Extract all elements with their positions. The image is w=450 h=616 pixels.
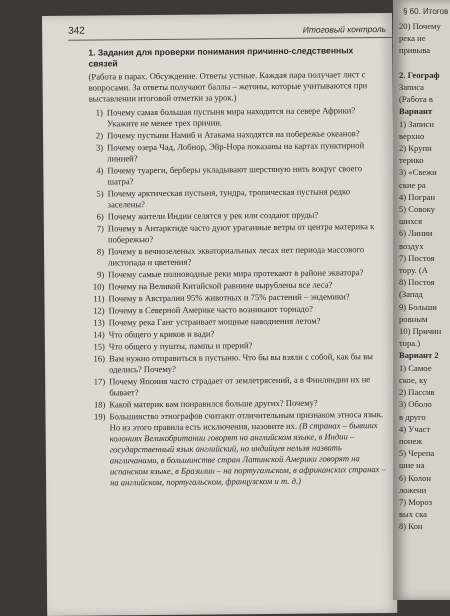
right-page-line: тора.) xyxy=(399,338,421,349)
right-page-line: (Работа в xyxy=(399,94,433,105)
question-item xyxy=(77,163,385,188)
right-page-line: 2) Крупн xyxy=(399,143,432,154)
right-page-line xyxy=(399,57,450,69)
question-text: Почему арктическая пустыня, тундра, тропическая пустыня редко заселены? xyxy=(107,186,351,210)
question-list xyxy=(77,105,388,489)
right-page-line: шие на xyxy=(399,460,425,471)
question-number: 5) xyxy=(96,188,104,199)
right-page-line: ложени xyxy=(399,484,427,495)
question-text: Что общего у криков и вади? xyxy=(108,328,215,340)
page-number: 342 xyxy=(68,25,85,37)
question-item xyxy=(78,186,386,211)
right-page-line: 3) «Свежи xyxy=(399,167,437,178)
question-number: 6) xyxy=(96,211,104,222)
right-page-line: тору. (А xyxy=(399,265,428,276)
question-item xyxy=(77,105,385,130)
right-page-line: ские ра xyxy=(399,179,426,190)
question-number: 10) xyxy=(92,281,105,292)
question-answer-note: (В странах – бывших колониях Великобритании говорят на английском языке, в Индии – государственный язык английский, но индийцев нельзя назвать англичанами, в большинстве стран Латинской Америки говорят на испанском языке, в Бразилии – на португальском, в африканских странах – на английском, португальском, французском и т. д.) xyxy=(109,420,386,488)
question-item xyxy=(79,351,387,376)
question-text: Почему самые полноводные реки мира протекают в районе экватора? xyxy=(108,267,364,280)
right-page-line: 10) Причин xyxy=(399,326,442,337)
right-page-line: река не xyxy=(399,33,426,44)
right-page-line: 2. Географ xyxy=(399,69,440,80)
right-page-line: 3) Оболо xyxy=(399,399,432,410)
question-text: Почему в Австралии 95% животных и 75% растений – эндемики? xyxy=(108,291,350,304)
right-page-line: привыва xyxy=(399,45,431,56)
question-number: 14) xyxy=(93,329,105,340)
question-text: Почему в Антарктиде часто дуют ураганные ветры от центра материка к побережью? xyxy=(107,221,375,245)
question-item xyxy=(78,221,386,246)
question-text: Почему туареги, берберы укладывают шерстяную нить вокруг своего шатра? xyxy=(107,163,363,187)
question-text: Почему самая большая пустыня мира находится на севере Африки? Укажите не менее трех причин. xyxy=(106,105,356,129)
question-item xyxy=(77,140,385,165)
right-page-line: (Запад xyxy=(399,289,423,300)
right-page-line: Записа xyxy=(399,82,424,93)
question-text: Почему на Великой Китайской равнине вырублены все леса? xyxy=(108,279,333,292)
question-number: 1) xyxy=(95,107,103,118)
right-page-line: 6) Колон xyxy=(399,472,431,483)
question-number: 15) xyxy=(93,341,105,352)
question-text: Почему Япония часто страдает от землетрясений, а в Финляндии их не бывает? xyxy=(109,374,371,398)
question-text: Почему жители Индии селятся у рек или создают пруды? xyxy=(107,209,319,222)
question-number: 8) xyxy=(96,246,105,257)
right-page-line: 4) Участ xyxy=(399,423,431,434)
right-page-line: 5) Совоку xyxy=(399,204,435,215)
question-number: 16) xyxy=(93,353,106,364)
right-page-line: понеж xyxy=(399,435,423,446)
right-page-line: 7) Мороз xyxy=(399,496,433,507)
question-number: 17) xyxy=(93,376,106,387)
running-head: Итоговый контроль xyxy=(302,23,387,35)
right-page-line: 5) Черепа xyxy=(399,448,435,459)
right-page-line: вых ска xyxy=(399,509,427,520)
right-page-line: 4) Погран xyxy=(399,191,436,202)
right-page-line: ровным xyxy=(399,313,428,324)
page-header xyxy=(68,23,392,41)
right-page-line: ское, ку xyxy=(399,374,428,385)
right-page-line: 2) Пассив xyxy=(399,387,435,398)
right-page-text xyxy=(399,20,450,533)
right-page-line: 1) Самое xyxy=(399,362,432,373)
question-item xyxy=(78,244,386,269)
question-text: Почему река Ганг устраивает мощные наводнения летом? xyxy=(108,315,321,328)
question-number: 11) xyxy=(93,293,105,304)
question-number: 13) xyxy=(93,317,105,328)
right-page-line: 7) Постоя xyxy=(399,252,435,263)
question-text: Большинство этнографов считают отличительным признаком этноса язык. Но из этого правила есть исключения, назовите их. (В странах – бывших колониях Великобритании говорят на английском языке, в Индии – государственный язык английский, но индийцев нельзя назвать англичанами, в большинстве стран Латинской Америки говорят на испанском языке, в Бразилии – на португальском, в африканских странах – на английском, португальском, французском и т. д.) xyxy=(109,409,386,488)
right-page-line: 6) Линии xyxy=(399,228,433,239)
right-page-line: 8) Постоя xyxy=(399,277,435,288)
left-page xyxy=(42,13,397,616)
right-page-line: терико xyxy=(399,155,424,166)
section-title: 1. Задания для проверки понимания причинно-следственных связей xyxy=(88,45,354,69)
question-number: 3) xyxy=(95,142,104,153)
right-page-line: шихся xyxy=(399,216,423,227)
question-number: 2) xyxy=(95,130,104,141)
question-item xyxy=(79,409,388,489)
question-number: 18) xyxy=(93,399,106,410)
question-number: 7) xyxy=(96,223,104,234)
right-page-line: 9) Больши xyxy=(399,301,437,312)
right-page-line: 20) Почему xyxy=(399,21,441,31)
question-text: Что общего у пушты, пампы и прерий? xyxy=(108,340,253,352)
question-text: Почему пустыни Намиб и Атакама находятся на побережье океанов? xyxy=(107,128,360,141)
question-text: Почему озера Чад, Лобнор, Эйр-Нора показаны на картах пунктирной линией? xyxy=(107,140,365,164)
question-number: 4) xyxy=(96,165,104,176)
right-page-line: 8) Кон xyxy=(399,521,423,532)
question-text: Вам нужно отправиться в пустыню. Что бы вы взяли с собой, как бы вы оделись? Почему? xyxy=(108,351,373,375)
question-number: 9) xyxy=(97,269,105,280)
question-number: 19) xyxy=(93,411,106,422)
right-page-line: Вариант xyxy=(399,106,433,117)
question-text: Какой материк вам понравился больше других? Почему? xyxy=(109,397,318,410)
page-content xyxy=(76,45,388,490)
right-page-line: в друго xyxy=(399,411,426,422)
right-page-line: Вариант 2 xyxy=(399,350,439,361)
question-item xyxy=(79,374,387,399)
question-text: Почему в Северной Америке часто возникают торнадо? xyxy=(108,303,313,316)
right-page xyxy=(393,0,450,600)
right-page-line: 1) Записн xyxy=(399,118,434,129)
right-page-line: воздух xyxy=(399,240,424,251)
question-text: Почему в вечнозеленых экваториальных лесах нет периода массового листопада и цветения? xyxy=(108,244,365,268)
right-page-line: верхно xyxy=(399,130,425,141)
question-number: 12) xyxy=(93,305,105,316)
right-page-header: § 60. Итогов xyxy=(403,7,449,16)
section-intro: (Работа в парах. Обсуждение. Ответы устные. Каждая пара получает лист с вопросами. За ответы получают баллы – жетоны, которые учитываются при выставлении итоговой отметки за урок.) xyxy=(88,69,368,104)
